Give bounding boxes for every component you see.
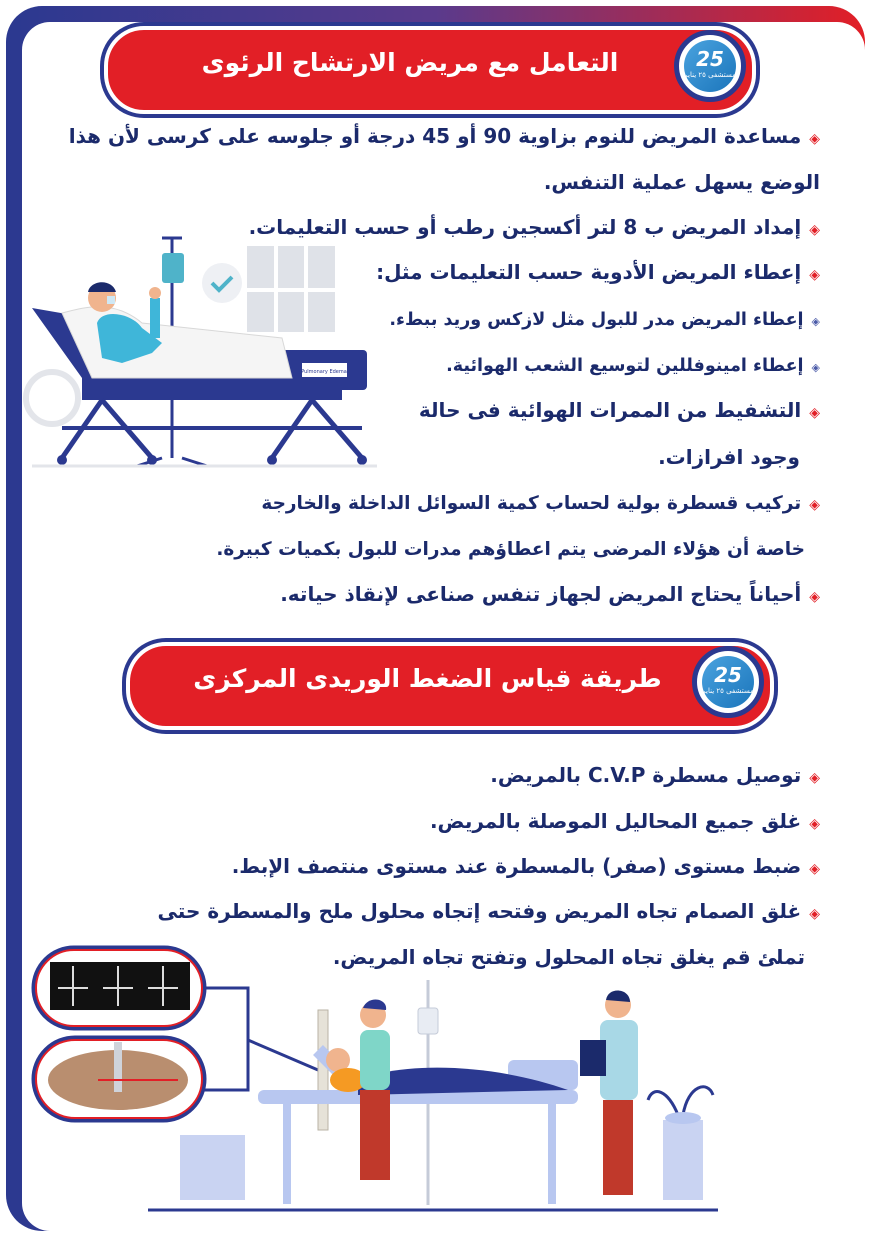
- bullet-diamond-icon: ◈: [809, 861, 820, 877]
- section2-line-4: ◈غلق الصمام تجاه المريض وفتحه إتجاه محلول ملح والمسطرة حتى: [157, 899, 820, 923]
- section1-subline-1: ◈إعطاء المريض مدر للبول مثل لازكس وريد ببطء.: [389, 310, 820, 330]
- section2-line-3: ◈ضبط مستوى (صفر) بالمسطرة عند مستوى منتصف الإبط.: [231, 854, 820, 878]
- section1-line-6: وجود افرازات.: [658, 445, 800, 469]
- section1-line-7: ◈تركيب قسطرة بولية لحساب كمية السوائل الداخلة والخارجة: [261, 493, 820, 514]
- section2-line-5: تملئ قم يغلق تجاه المحلول وتفتح تجاه المريض.: [332, 945, 805, 969]
- patient-bed-illustration: [22, 228, 382, 478]
- section1-subline-2: ◈إعطاء امينوفللين لتوسيع الشعب الهوائية.: [446, 356, 820, 376]
- bullet-diamond-icon: ◈: [809, 589, 820, 605]
- section2-line-2: ◈غلق جميع المحاليل الموصلة بالمريض.: [429, 809, 820, 833]
- sub-bullet-diamond-icon: ◈: [811, 315, 820, 328]
- section1-line-8: خاصة أن هؤلاء المرضى يتم اعطاؤهم مدرات للبول بكميات كبيرة.: [216, 539, 805, 560]
- section1-line-2: الوضع يسهل عملية التنفس.: [543, 170, 820, 194]
- sub-bullet-diamond-icon: ◈: [811, 361, 820, 374]
- section2-line-1: ◈توصيل مسطرة C.V.P بالمريض.: [490, 763, 820, 787]
- bullet-diamond-icon: ◈: [809, 906, 820, 922]
- cvp-measurement-illustration: [28, 940, 728, 1220]
- bullet-diamond-icon: ◈: [809, 405, 820, 421]
- bed-label: Pulmonary Edema: [301, 369, 347, 375]
- section1-line-3: ◈إمداد المريض ب 8 لتر أكسجين رطب أو حسب التعليمات.: [248, 215, 820, 239]
- logo-number: 25: [696, 47, 724, 71]
- section1-title: التعامل مع مريض الارتشاح الرئوى: [201, 48, 619, 77]
- logo-caption: مستشفى ٢٥ يناير: [684, 71, 736, 79]
- section2-title: طريقة قياس الضغط الوريدى المركزى: [193, 664, 662, 693]
- bullet-diamond-icon: ◈: [809, 131, 820, 147]
- bullet-diamond-icon: ◈: [809, 497, 820, 513]
- section1-line-9: ◈أحياناً يحتاج المريض لجهاز تنفس صناعى لإنقاذ حياته.: [280, 582, 820, 606]
- section1-line-4: ◈إعطاء المريض الأدوية حسب التعليمات مثل:: [376, 260, 820, 284]
- section1-line-1: ◈مساعدة المريض للنوم بزاوية 90 أو 45 درجة أو جلوسه على كرسى لأن هذا: [68, 124, 820, 148]
- bullet-diamond-icon: ◈: [809, 770, 820, 786]
- hospital-logo: [674, 30, 746, 102]
- bullet-diamond-icon: ◈: [809, 222, 820, 238]
- bullet-diamond-icon: ◈: [809, 267, 820, 283]
- bullet-diamond-icon: ◈: [809, 816, 820, 832]
- hospital-logo: 25 مستشفى ٢٥ يناير: [692, 646, 764, 718]
- section1-line-5: ◈التشفيط من الممرات الهوائية فى حالة: [418, 398, 820, 422]
